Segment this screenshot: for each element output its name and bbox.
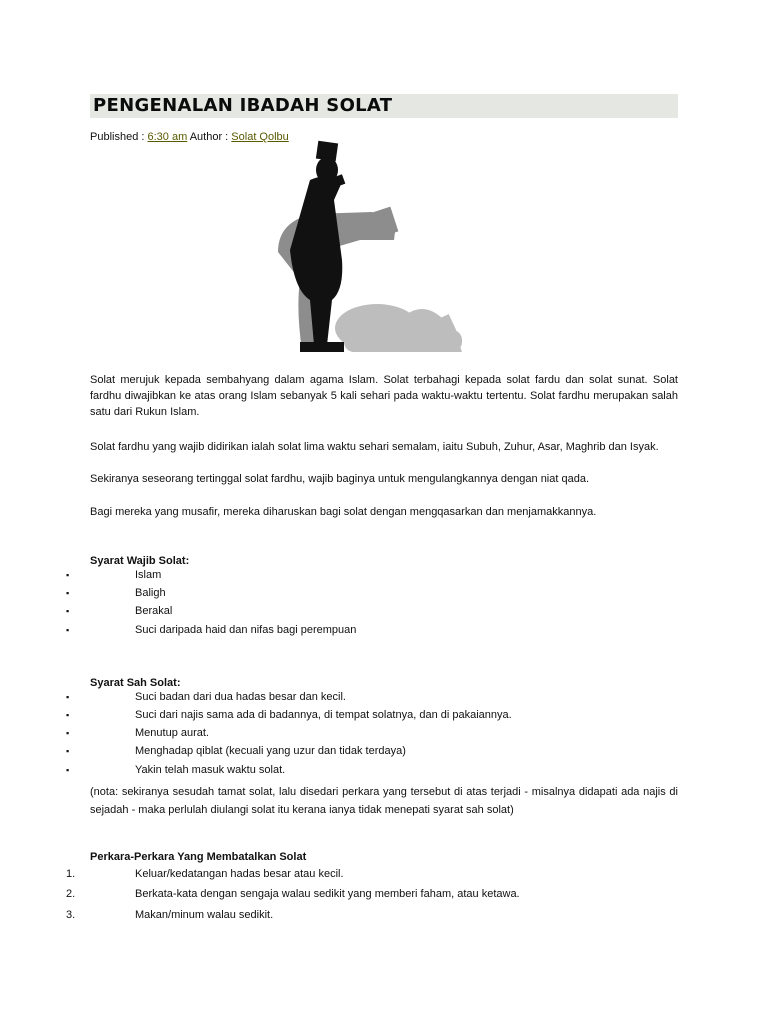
list-item-text: Baligh <box>135 587 166 599</box>
published-time-link[interactable]: 6:30 am <box>147 131 188 143</box>
syarat-wajib-heading: Syarat Wajib Solat: <box>90 555 190 567</box>
list-item <box>0 743 768 759</box>
list-item-text: Berakal <box>135 605 173 617</box>
list-number: 3. <box>66 909 76 921</box>
list-item-text: Menghadap qiblat (kecuali yang uzur dan tidak terdaya) <box>135 745 406 757</box>
list-item-text: Suci badan dari dua hadas besar dan kecil. <box>135 691 346 703</box>
bullet-marker: ▪ <box>66 625 70 635</box>
syarat-sah-heading: Syarat Sah Solat: <box>90 677 181 689</box>
intro-paragraph: Solat merujuk kepada sembahyang dalam agama Islam. Solat terbahagi kepada solat fardu dan solat sunat. Solat fardhu diwajibkan ke atas orang Islam sebanyak 5 kali sehari pada waktu-waktu tertentu. Solat fardhu merupakan salah satu dari Rukun Islam. <box>90 374 678 418</box>
membatalkan-heading: Perkara-Perkara Yang Membatalkan Solat <box>90 851 307 863</box>
list-item <box>0 866 768 882</box>
list-item <box>0 689 768 705</box>
published-label: Published : <box>90 131 145 143</box>
list-item <box>0 567 768 583</box>
bullet-marker: ▪ <box>66 570 70 580</box>
list-item-text: Yakin telah masuk waktu solat. <box>135 764 286 776</box>
list-item-text: Islam <box>135 569 162 581</box>
sah-note: (nota: sekiranya sesudah tamat solat, lalu disedari perkara yang tersebut di atas terjadi - misalnya didapati ada najis di sejadah - maka perlulah diulangi solat itu kerana ianya tidak menepati syarat sah solat) <box>90 786 678 816</box>
list-number: 1. <box>66 868 76 880</box>
list-item-text: Berkata-kata dengan sengaja walau sedikit yang memberi faham, atau ketawa. <box>135 888 520 900</box>
list-number: 2. <box>66 888 76 900</box>
list-item <box>0 725 768 741</box>
musafir-paragraph: Bagi mereka yang musafir, mereka diharuskan bagi solat dengan mengqasarkan dan menjamakkannya. <box>90 506 597 518</box>
qada-paragraph: Sekiranya seseorang tertinggal solat fardhu, wajib baginya untuk mengulangkannya dengan niat qada. <box>90 473 590 485</box>
list-item-text: Suci daripada haid dan nifas bagi perempuan <box>135 624 357 636</box>
bullet-marker: ▪ <box>66 746 70 756</box>
title-bar <box>90 94 678 118</box>
list-item-text: Keluar/kedatangan hadas besar atau kecil. <box>135 868 344 880</box>
list-item <box>0 622 768 638</box>
bullet-marker: ▪ <box>66 728 70 738</box>
bullet-marker: ▪ <box>66 588 70 598</box>
praying-figures-icon <box>272 140 468 356</box>
page-title: PENGENALAN IBADAH SOLAT <box>93 95 393 116</box>
list-item-text: Makan/minum walau sedikit. <box>135 909 274 921</box>
list-item <box>0 886 768 902</box>
fardhu-paragraph: Solat fardhu yang wajib didirikan ialah solat lima waktu sehari semalam, iaitu Subuh, Zuhur, Asar, Maghrib dan Isyak. <box>90 441 659 453</box>
list-item <box>0 603 768 619</box>
list-item <box>0 907 768 923</box>
bullet-marker: ▪ <box>66 606 70 616</box>
author-label: Author : <box>189 131 229 143</box>
post-meta <box>90 131 289 143</box>
list-item-text: Menutup aurat. <box>135 727 209 739</box>
bullet-marker: ▪ <box>66 710 70 720</box>
list-item-text: Suci dari najis sama ada di badannya, di tempat solatnya, dan di pakaiannya. <box>135 709 512 721</box>
list-item <box>0 707 768 723</box>
author-link[interactable]: Solat Qolbu <box>231 131 289 143</box>
list-item <box>0 762 768 778</box>
bullet-marker: ▪ <box>66 692 70 702</box>
bullet-marker: ▪ <box>66 765 70 775</box>
list-item <box>0 585 768 601</box>
